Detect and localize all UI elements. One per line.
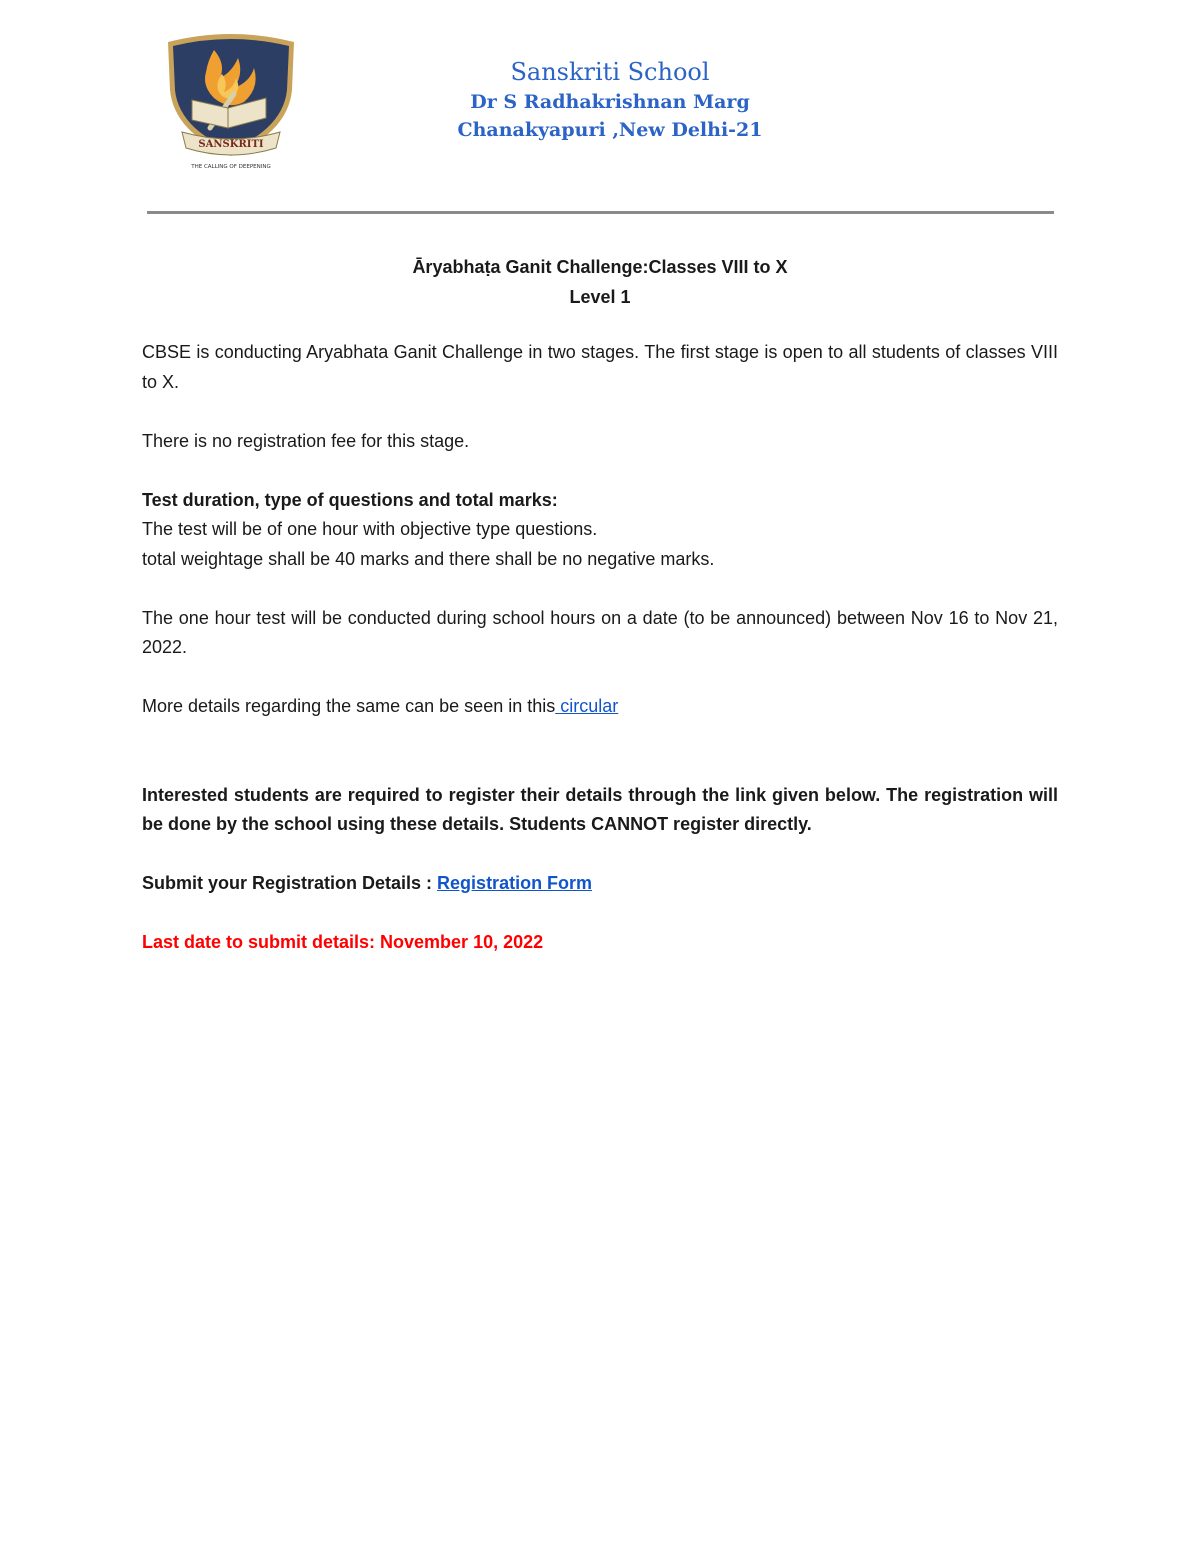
submit-paragraph <box>142 869 1058 899</box>
intro-paragraph: CBSE is conducting Aryabhata Ganit Challenge in two stages. The first stage is open to all students of classes VIII to X. <box>142 342 1058 392</box>
document-title <box>140 252 1060 312</box>
test-duration-line: The test will be of one hour with objective type questions. <box>142 519 598 539</box>
header-divider <box>147 211 1054 214</box>
school-address-line-1: Dr S Radhakrishnan Marg <box>470 91 750 113</box>
crest-motto-text: THE CALLING OF DEEPENING <box>191 164 271 170</box>
submit-prefix: Submit your Registration Details : <box>142 873 438 893</box>
test-heading: Test duration, type of questions and total marks: <box>142 489 558 510</box>
document-body <box>142 338 1058 958</box>
details-paragraph <box>142 692 1058 722</box>
schedule-paragraph: The one hour test will be conducted during school hours on a date (to be announced) between Nov 16 to Nov 21, 2022. <box>142 607 1058 657</box>
school-header <box>440 56 780 144</box>
crest-icon <box>162 28 300 174</box>
crest-ribbon-text: SANSKRITI <box>198 139 264 150</box>
details-prefix: More details regarding the same can be seen in this <box>142 696 556 716</box>
registration-form-link[interactable]: Registration Form <box>437 873 593 893</box>
school-address-line-2: Chanakyapuri ,New Delhi-21 <box>457 119 763 141</box>
circular-link[interactable]: circular <box>555 696 619 716</box>
school-name: Sanskriti School <box>510 58 710 86</box>
test-marks-line: total weightage shall be 40 marks and there shall be no negative marks. <box>142 548 715 569</box>
title-line-2: Level 1 <box>569 287 631 307</box>
school-crest-logo <box>162 28 300 174</box>
title-line-1: Āryabhaṭa Ganit Challenge:Classes VIII to X <box>412 257 788 277</box>
last-date-notice: Last date to submit details: November 10, 2022 <box>142 932 544 952</box>
fee-paragraph: There is no registration fee for this stage. <box>142 430 470 451</box>
registration-instructions: Interested students are required to register their details through the link given below. The registration will be done by the school using these details. Students CANNOT register directly. <box>142 784 1058 834</box>
